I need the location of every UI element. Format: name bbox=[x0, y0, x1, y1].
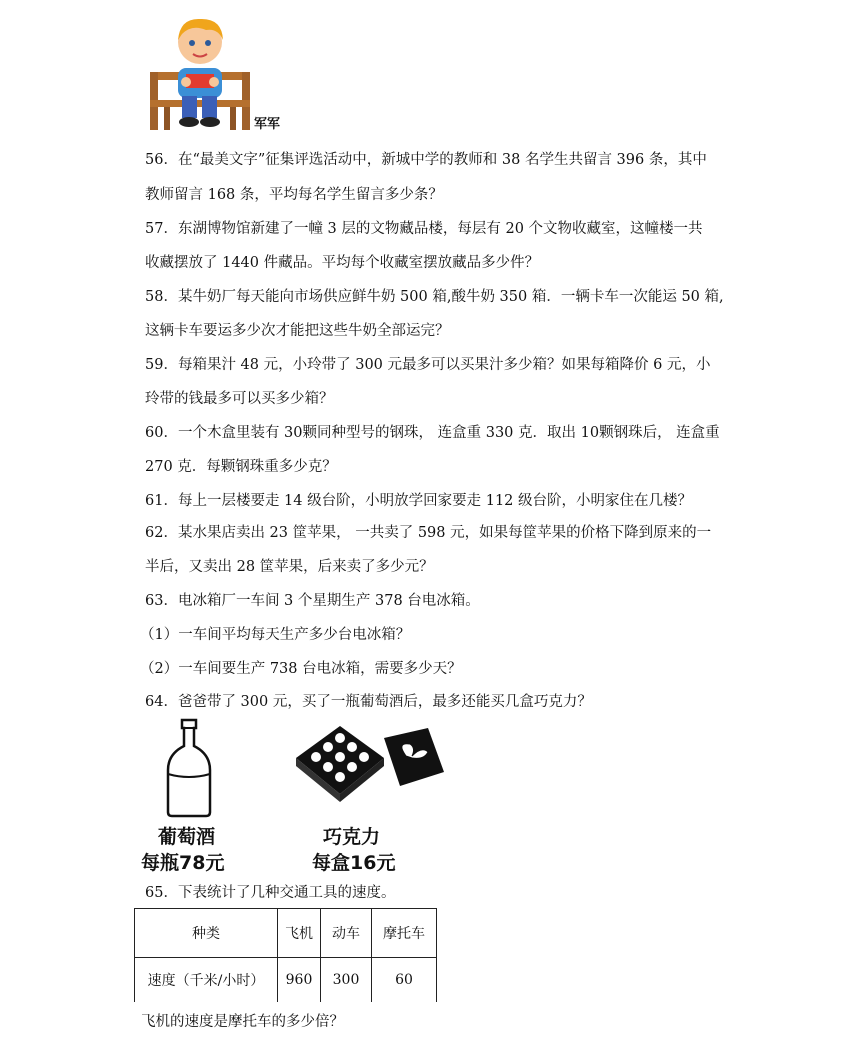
wine-bottle-drawing bbox=[162, 718, 218, 818]
table-cell: 960 bbox=[278, 958, 321, 1003]
table-header-cell: 摩托车 bbox=[372, 909, 437, 958]
table-header-cell: 动车 bbox=[321, 909, 372, 958]
q65-question: 飞机的速度是摩托车的多少倍？ bbox=[141, 1014, 344, 1030]
speed-table bbox=[134, 908, 437, 1002]
choco-name-label: 巧克力 bbox=[323, 826, 381, 848]
choco-price-label: 每盒16元 bbox=[312, 852, 396, 874]
table-row bbox=[135, 909, 437, 958]
q64-line1: 64．爸爸带了 300 元，买了一瓶葡萄酒后，最多还能买几盒巧克力？ bbox=[145, 694, 592, 710]
table-cell: 60 bbox=[372, 958, 437, 1003]
boy-name-tag: 军军 bbox=[254, 117, 281, 132]
q63-sub2: （2）一车间要生产 738 台电冰箱，需要多少天？ bbox=[140, 661, 462, 677]
table-row bbox=[135, 958, 437, 1003]
chocolate-box-drawing bbox=[288, 720, 448, 820]
q59-line2: 玲带的钱最多可以买多少箱？ bbox=[145, 391, 334, 407]
q62-line2: 半后，又卖出 28 筐苹果，后来卖了多少元？ bbox=[145, 559, 434, 575]
q60-line1: 60．一个木盒里装有 30颗同种型号的钢珠， 连盒重 330 克．取出 10颗钢珠后， 连盒重 bbox=[145, 425, 720, 441]
q60-line2: 270 克．每颗钢珠重多少克？ bbox=[145, 459, 337, 475]
q56-line2: 教师留言 168 条，平均每名学生留言多少条？ bbox=[145, 187, 443, 203]
table-header-cell: 飞机 bbox=[278, 909, 321, 958]
table-header-cell: 种类 bbox=[135, 909, 278, 958]
q58-line2: 这辆卡车要运多少次才能把这些牛奶全部运完？ bbox=[145, 323, 450, 339]
q59-line1: 59．每箱果汁 48 元，小玲带了 300 元最多可以买果汁多少箱？如果每箱降价 6 元，小 bbox=[145, 357, 711, 373]
wine-price-label: 每瓶78元 bbox=[141, 852, 225, 874]
q57-line1: 57．东湖博物馆新建了一幢 3 层的文物藏品楼，每层有 20 个文物收藏室，这幢楼一共 bbox=[145, 221, 703, 237]
q56-line1: 56．在“最美文字”征集评选活动中，新城中学的教师和 38 名学生共留言 396 条，其中 bbox=[145, 152, 707, 168]
q57-line2: 收藏摆放了 1440 件藏品。平均每个收藏室摆放藏品多少件？ bbox=[145, 255, 540, 271]
q63-sub1: （1）一车间平均每天生产多少台电冰箱？ bbox=[140, 627, 411, 643]
q62-line1: 62．某水果店卖出 23 筐苹果， 一共卖了 598 元，如果每筐苹果的价格下降到原来的一 bbox=[145, 525, 712, 541]
wine-name-label: 葡萄酒 bbox=[158, 826, 216, 848]
q61-line1: 61．每上一层楼要走 14 级台阶，小明放学回家要走 112 级台阶，小明家住在几楼？ bbox=[145, 493, 693, 509]
q63-line1: 63．电冰箱厂一车间 3 个星期生产 378 台电冰箱。 bbox=[145, 593, 480, 609]
q65-line1: 65．下表统计了几种交通工具的速度。 bbox=[145, 885, 396, 901]
table-cell: 速度（千米/小时） bbox=[135, 958, 278, 1003]
table-cell: 300 bbox=[321, 958, 372, 1003]
q58-line1: 58．某牛奶厂每天能向市场供应鲜牛奶 500 箱,酸牛奶 350 箱．一辆卡车一次能运 50 箱, bbox=[145, 289, 724, 305]
